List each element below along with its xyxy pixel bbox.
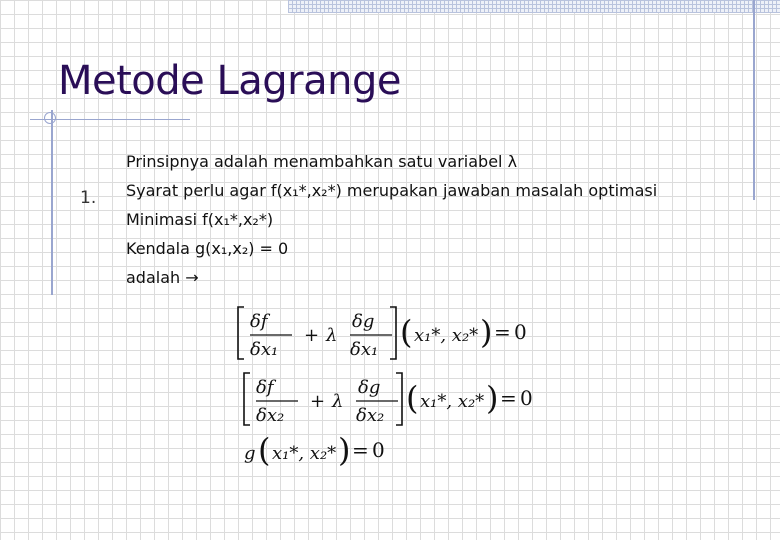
equation-1 [238,307,527,360]
close-paren: ) [486,379,499,417]
equation-3 [244,431,385,469]
decorative-vertical-line [51,110,53,295]
partial-f-numerator: δf [250,311,268,332]
body-line-principle: Prinsipnya adalah menambahkan satu variabel λ [126,152,518,171]
plus-sign: + [310,391,326,412]
plus-sign: + [304,325,320,346]
equals-zero: = [500,386,517,410]
equation-2 [244,373,533,426]
close-paren: ) [338,431,351,469]
lagrange-equations [230,295,560,475]
open-paren: ( [258,431,271,469]
argument-list: x₁*, x₂* [420,391,485,412]
zero-value: 0 [372,438,385,462]
equals-zero: = [494,320,511,344]
equals-zero: = [352,438,369,462]
zero-value: 0 [520,386,533,410]
decorative-circle [44,112,56,124]
slide-title: Metode Lagrange [58,58,401,104]
g-function: g [244,443,256,464]
close-paren: ) [480,313,493,351]
lambda-symbol: λ [332,391,344,412]
decorative-header-bar [288,0,780,13]
partial-x2-denominator: δx₂ [256,405,285,426]
open-paren: ( [400,313,413,351]
zero-value: 0 [514,320,527,344]
argument-list: x₁*, x₂* [272,443,337,464]
partial-x1-denominator: δx₁ [250,339,279,360]
lambda-symbol: λ [326,325,338,346]
body-line-result: adalah → [126,268,199,287]
partial-g-numerator: δg [352,311,375,332]
decorative-vertical-line [753,0,755,200]
argument-list: x₁*, x₂* [414,325,479,346]
partial-x2-denominator: δx₂ [356,405,385,426]
body-line-minimize: Minimasi f(x₁*,x₂*) [126,210,274,229]
slide-body [126,152,657,297]
partial-f-numerator: δf [256,377,274,398]
list-number: 1. [80,188,97,208]
body-line-condition: Syarat perlu agar f(x₁*,x₂*) merupakan jawaban masalah optimasi [126,181,658,200]
body-line-constraint: Kendala g(x₁,x₂) = 0 [126,239,289,258]
partial-g-numerator: δg [358,377,381,398]
partial-x1-denominator: δx₁ [350,339,379,360]
open-paren: ( [406,379,419,417]
